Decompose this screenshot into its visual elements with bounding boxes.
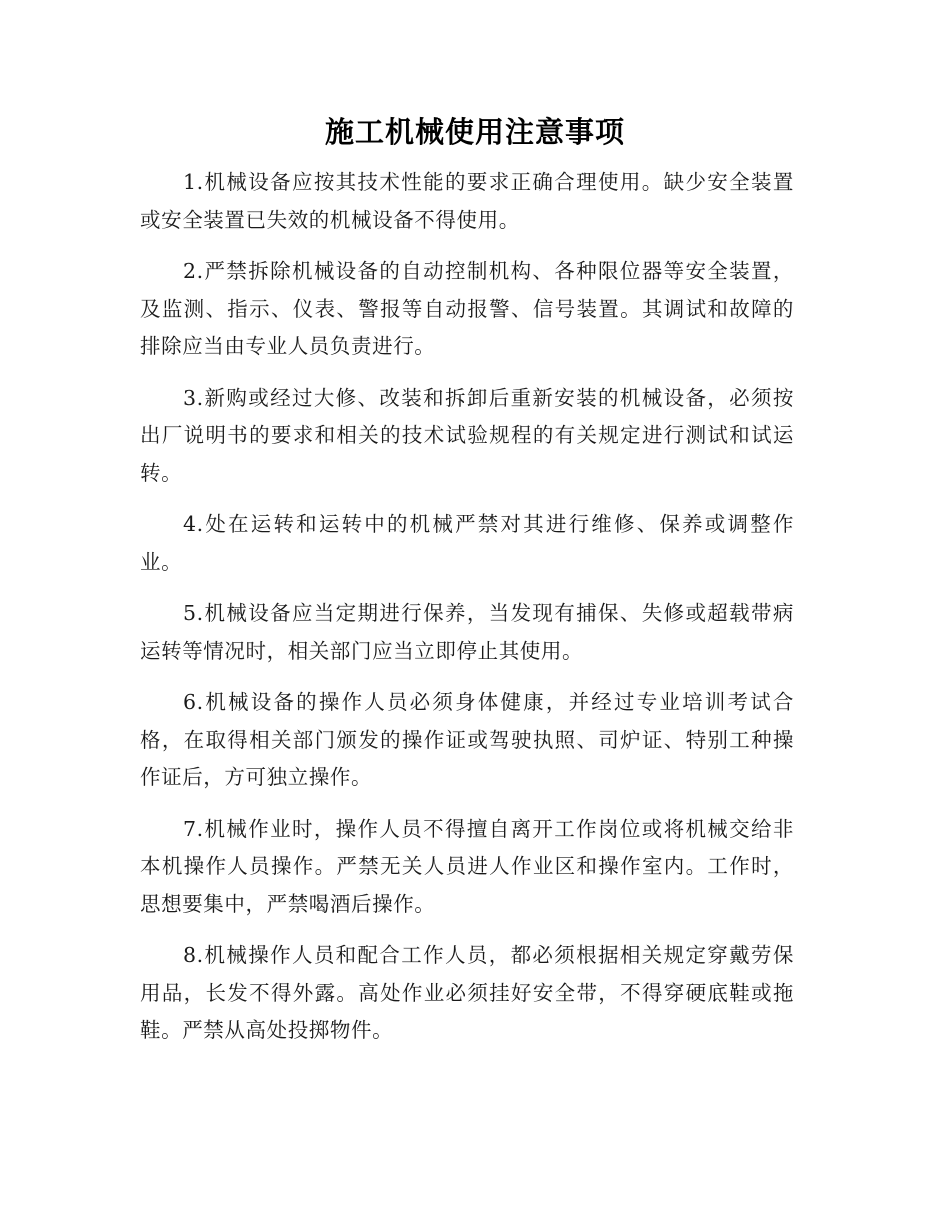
paragraph-4: 4.处在运转和运转中的机械严禁对其进行维修、保养或调整作业。 (140, 512, 794, 574)
paragraph-3: 3.新购或经过大修、改装和拆卸后重新安装的机械设备，必须按出厂说明书的要求和相关的技术试验规程的有关规定进行测试和试运转。 (140, 385, 794, 485)
paragraph-5: 5.机械设备应当定期进行保养，当发现有捕保、失修或超载带病运转等情况时，相关部门应当立即停止其使用。 (140, 601, 794, 663)
paragraph-2: 2.严禁拆除机械设备的自动控制机构、各种限位器等安全装置，及监测、指示、仪表、警报等自动报警、信号装置。其调试和故障的排除应当由专业人员负责进行。 (140, 259, 794, 358)
paragraph-1: 1.机械设备应按其技术性能的要求正确合理使用。缺少安全装置或安全装置已失效的机械设备不得使用。 (140, 170, 794, 232)
document-body (140, 164, 794, 1064)
paragraph-8: 8.机械操作人员和配合工作人员，都必须根据相关规定穿戴劳保用品，长发不得外露。高处作业必须挂好安全带，不得穿硬底鞋或拖鞋。严禁从高处投掷物件。 (140, 943, 794, 1042)
document-title: 施工机械使用注意事项 (324, 115, 625, 149)
paragraph-6: 6.机械设备的操作人员必须身体健康，并经过专业培训考试合格，在取得相关部门颁发的操作证或驾驶执照、司炉证、特别工种操作证后，方可独立操作。 (140, 690, 794, 789)
paragraph-7: 7.机械作业时，操作人员不得擅自离开工作岗位或将机械交给非本机操作人员操作。严禁无关人员进人作业区和操作室内。工作时，思想要集中，严禁喝酒后操作。 (140, 816, 794, 916)
